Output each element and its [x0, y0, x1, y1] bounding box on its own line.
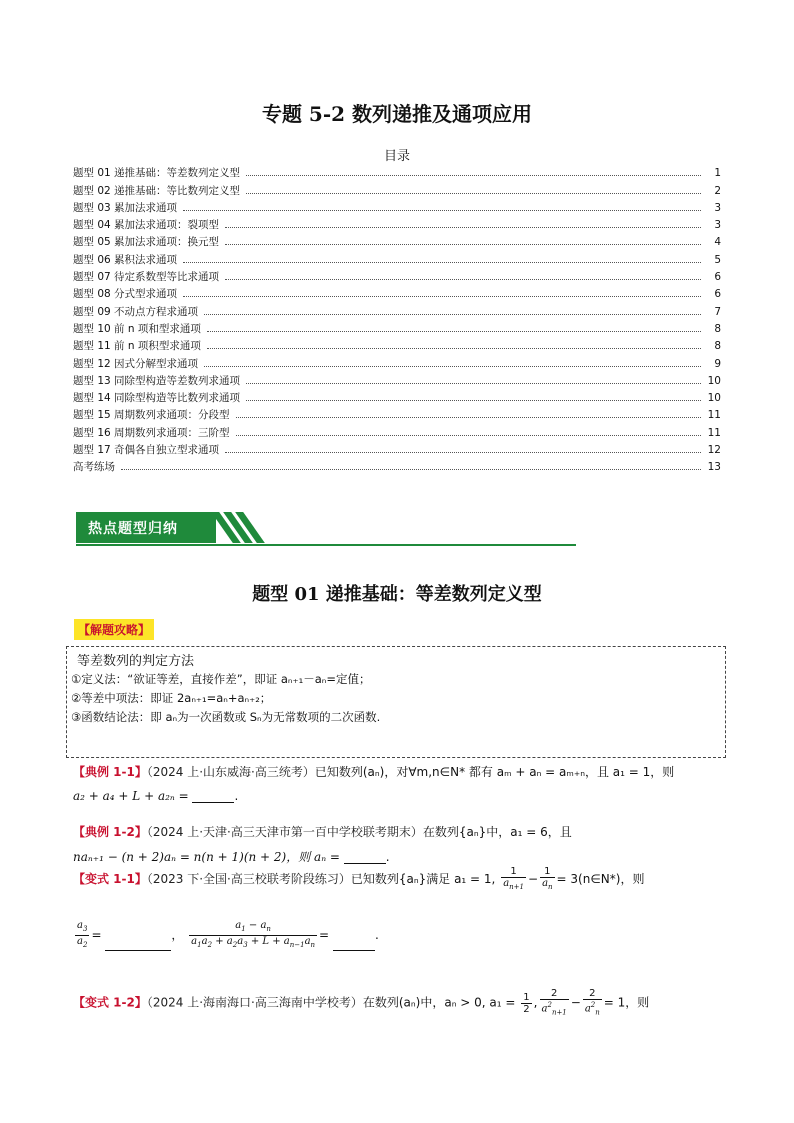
strategy-tag: 【解题攻略】 [74, 619, 154, 640]
toc-row[interactable]: 题型 14 同除型构造等比数列求通项 10 [73, 392, 721, 405]
method-box [66, 646, 726, 758]
toc-row[interactable]: 题型 03 累加法求通项 3 [73, 201, 721, 214]
toc-row[interactable]: 题型 02 递推基础：等比数列定义型 2 [73, 184, 721, 197]
toc-row[interactable]: 题型 01 递推基础：等差数列定义型 1 [73, 167, 721, 180]
toc-row[interactable]: 题型 06 累积法求通项 5 [73, 253, 721, 266]
toc-row[interactable]: 题型 11 前 n 项积型求通项 8 [73, 340, 721, 353]
problem-1-1: 【典例 1-1】（2024 上·山东威海·高三统考）已知数列(aₙ)，对∀m,n∈N* 都有 aₘ + aₙ = aₘ₊ₙ，且 a₁ = 1，则 [73, 765, 675, 779]
variant-1-2: 【变式 1-2】（2024 上·海南海口·高三海南中学校考）在数列(aₙ)中，aₙ > 0, a₁ = $\frac{1}{2}$ , $\frac{2}{a^2_{n+1}}$ − $\frac{2}{a^2_n}$ = 1，则 [73, 988, 650, 1017]
toc-row[interactable]: 题型 17 奇偶各自独立型求通项 12 [73, 444, 721, 457]
section-title: 题型 01 递推基础：等差数列定义型 [252, 584, 542, 605]
section-banner [76, 512, 576, 546]
method-item: ③函数结论法：即 aₙ为一次函数或 Sₙ为无常数项的二次函数. [71, 710, 381, 724]
toc-row[interactable]: 题型 09 不动点方程求通项 7 [73, 305, 721, 318]
toc-row[interactable]: 题型 16 周期数列求通项：三阶型 11 [73, 426, 721, 439]
table-of-contents [73, 163, 721, 474]
method-item: ①定义法：“欲证等差，直接作差”，即证 aₙ₊₁－aₙ=定值； [71, 672, 371, 686]
method-item: ②等差中项法：即证 2aₙ₊₁=aₙ+aₙ₊₂； [71, 691, 272, 705]
problem-1-1-line2: a₂ + a₄ + L + a₂ₙ = . [73, 789, 239, 803]
toc-row[interactable]: 高考练场 13 [73, 461, 721, 474]
banner-label: 热点题型归纳 [88, 521, 178, 537]
variant-1-1: 【变式 1-1】（2023 下·全国·高三校联考阶段练习）已知数列{aₙ}满足 a₁ = 1, $\frac{1}{a_{n+1}}$ − $\frac{1}{a_n}$ = 3(n∈N*)，则 [73, 866, 645, 891]
toc-row[interactable]: 题型 04 累加法求通项：裂项型 3 [73, 219, 721, 232]
toc-row[interactable]: 题型 08 分式型求通项 6 [73, 288, 721, 301]
toc-heading: 目录 [383, 149, 410, 164]
page-title: 专题 5-2 数列递推及通项应用 [261, 102, 533, 126]
method-heading: 等差数列的判定方法 [77, 654, 195, 669]
toc-row[interactable]: 题型 05 累加法求通项：换元型 4 [73, 236, 721, 249]
toc-row[interactable]: 题型 15 周期数列求通项：分段型 11 [73, 409, 721, 422]
toc-row[interactable]: 题型 10 前 n 项和型求通项 8 [73, 322, 721, 335]
toc-row[interactable]: 题型 07 待定系数型等比求通项 6 [73, 271, 721, 284]
variant-1-1-line2: $\frac{a_3}{a_2}$ = ， $\frac{a_1 - a_n}{a_1a_2 + a_2a_3 + L + a_{n-1}a_n}$ = . [77, 920, 379, 949]
toc-row[interactable]: 题型 13 同除型构造等差数列求通项 10 [73, 374, 721, 387]
toc-row[interactable]: 题型 12 因式分解型求通项 9 [73, 357, 721, 370]
problem-1-2-line2: naₙ₊₁ − (n + 2)aₙ = n(n + 1)(n + 2)，则 aₙ = . [73, 850, 390, 864]
problem-1-2: 【典例 1-2】（2024 上·天津·高三天津市第一百中学校联考期末）在数列{aₙ}中，a₁ = 6，且 [73, 825, 572, 839]
